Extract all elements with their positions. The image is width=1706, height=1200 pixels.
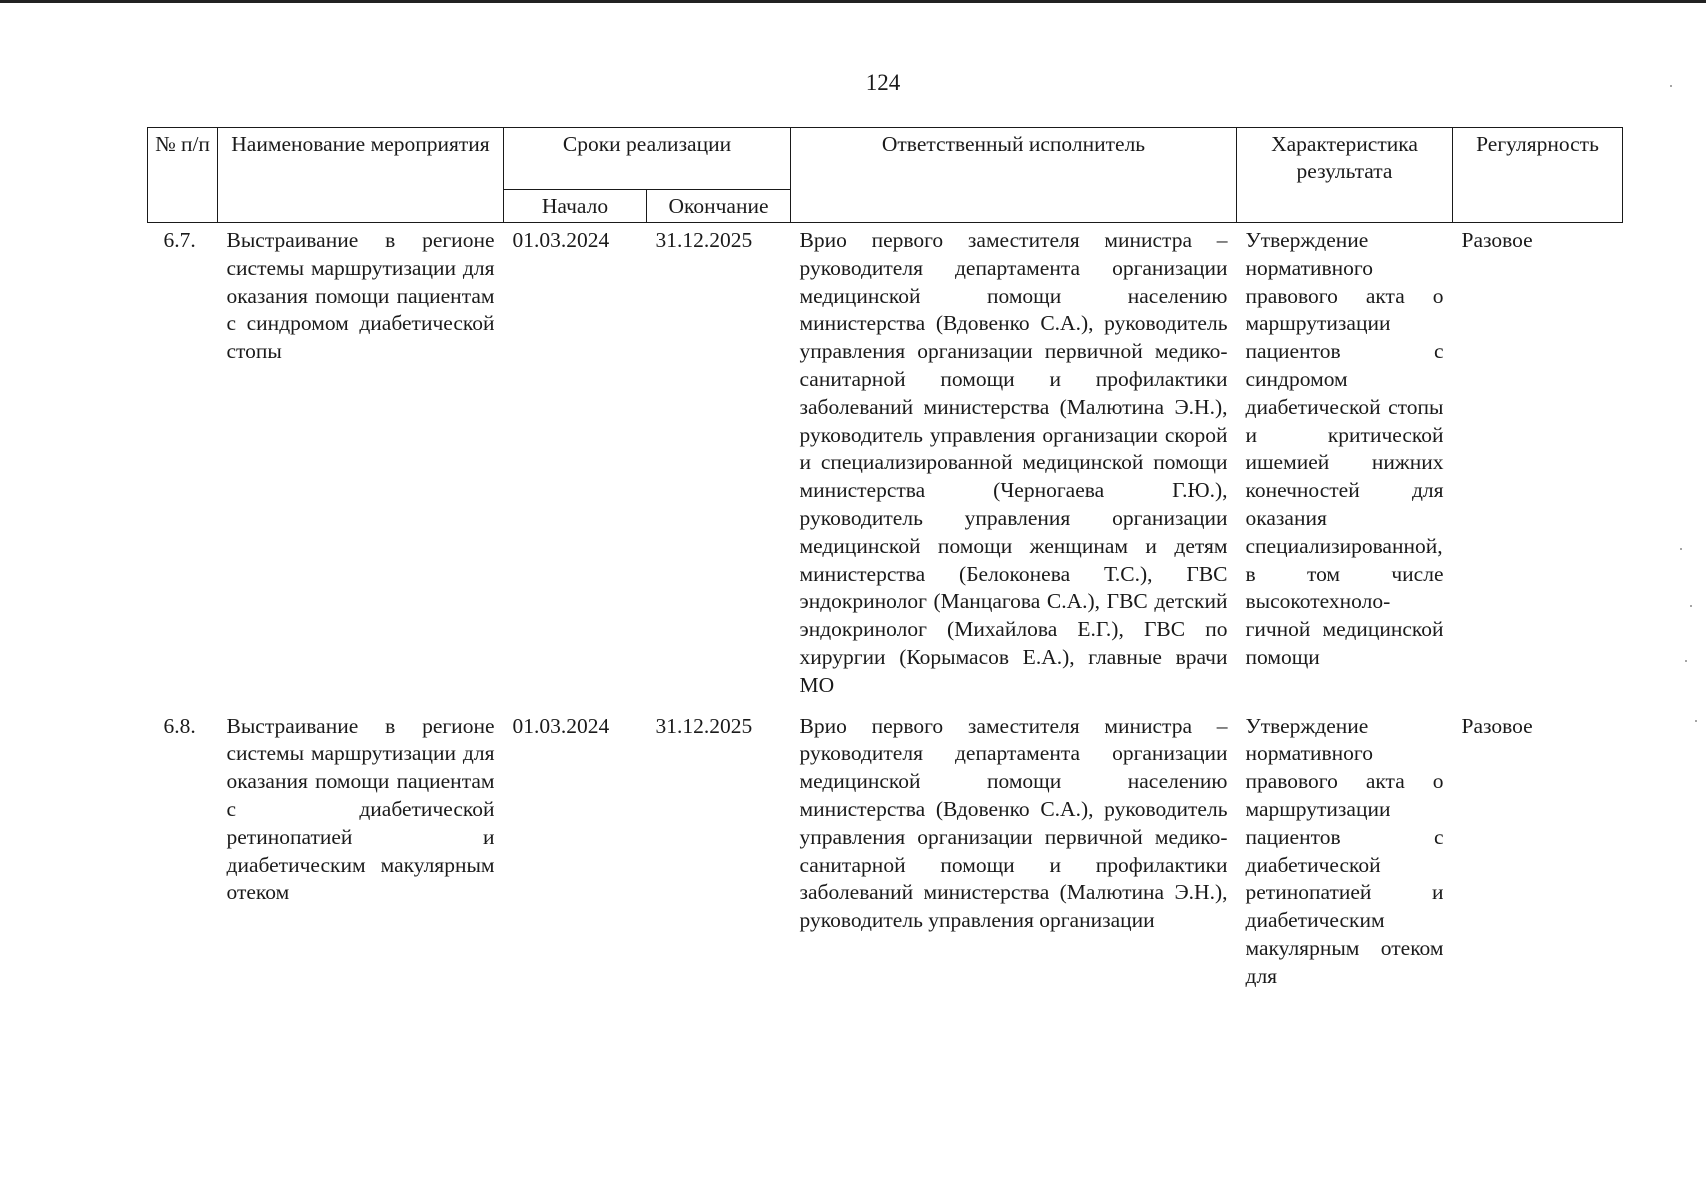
scan-speck: [1695, 720, 1697, 722]
activities-table: [147, 127, 1623, 1000]
row-regularity: Разовое: [1461, 228, 1533, 252]
scan-speck: [1680, 548, 1682, 550]
scan-speck: [1685, 660, 1687, 662]
row-regularity: Разовое: [1461, 713, 1533, 738]
header-name: Наименование мероприятия: [218, 128, 504, 223]
header-start: Начало: [504, 190, 647, 223]
row-start: 01.03.2024: [512, 228, 610, 252]
scan-top-border: [0, 0, 1706, 3]
row-executor: Врио первого заместителя министра – руководителя департамента организации медицинской помощи населению министерства (Вдовенко С.А.), руководитель управления организации первичной медико-санитарной помощи и профилактики заболеваний министерства (Малютина Э.Н.), руководитель управления организации скорой и специализированной медицинской помощи министерства (Черногаева Г.Ю.), руководитель управления организации медицинской помощи женщинам и детям министерства (Белоконева Т.С.), ГВС эндокринолог (Манцагова С.А.), ГВС детский эндокринолог (Михайлова Е.Г.), ГВС по хирургии (Корымасов Е.А.), главные врачи МО: [799, 228, 1228, 697]
header-regularity: Регулярность: [1453, 128, 1623, 223]
row-end: 31.12.2025: [655, 228, 753, 252]
row-name: Выстраивание в регионе системы маршрутизации для оказания помощи пациентам с диабетической ретинопатией и диабетическим макулярным отеком: [226, 713, 495, 905]
row-end: 31.12.2025: [655, 713, 753, 738]
row-result: Утверждение нормативного правового акта о маршрутизации пациентов с синдромом диабетической стопы и критической ишемией нижних конечностей для оказания специализированной, в том числе высокотехнологичной медицинской помощи: [1245, 228, 1444, 669]
row-executor: Врио первого заместителя министра – руководителя департамента организации медицинской помощи населению министерства (Вдовенко С.А.), руководитель управления организации первичной медико-санитарной помощи и профилактики заболеваний министерства (Малютина Э.Н.), руководитель управления организации: [799, 713, 1228, 933]
scan-speck: [1690, 605, 1692, 607]
table-row: [148, 223, 1623, 709]
header-period: Сроки реализации: [504, 128, 791, 190]
row-start: 01.03.2024: [512, 713, 610, 738]
header-executor: Ответственный исполнитель: [791, 128, 1237, 223]
row-num: 6.8.: [163, 713, 196, 738]
row-num: 6.7.: [163, 228, 196, 252]
page-number: 124: [865, 70, 901, 95]
header-num: № п/п: [148, 128, 218, 223]
scan-speck: [1670, 85, 1672, 87]
header-result: Характеристика результата: [1237, 128, 1453, 223]
header-end: Окончание: [647, 190, 791, 223]
row-name: Выстраивание в регионе системы маршрутизации для оказания помощи пациентам с синдромом диабетической стопы: [226, 228, 495, 364]
row-result: Утверждение нормативного правового акта о маршрутизации пациентов с диабетической ретинопатией и диабетическим макулярным отеком для: [1245, 713, 1444, 988]
table-row: [148, 709, 1623, 1000]
